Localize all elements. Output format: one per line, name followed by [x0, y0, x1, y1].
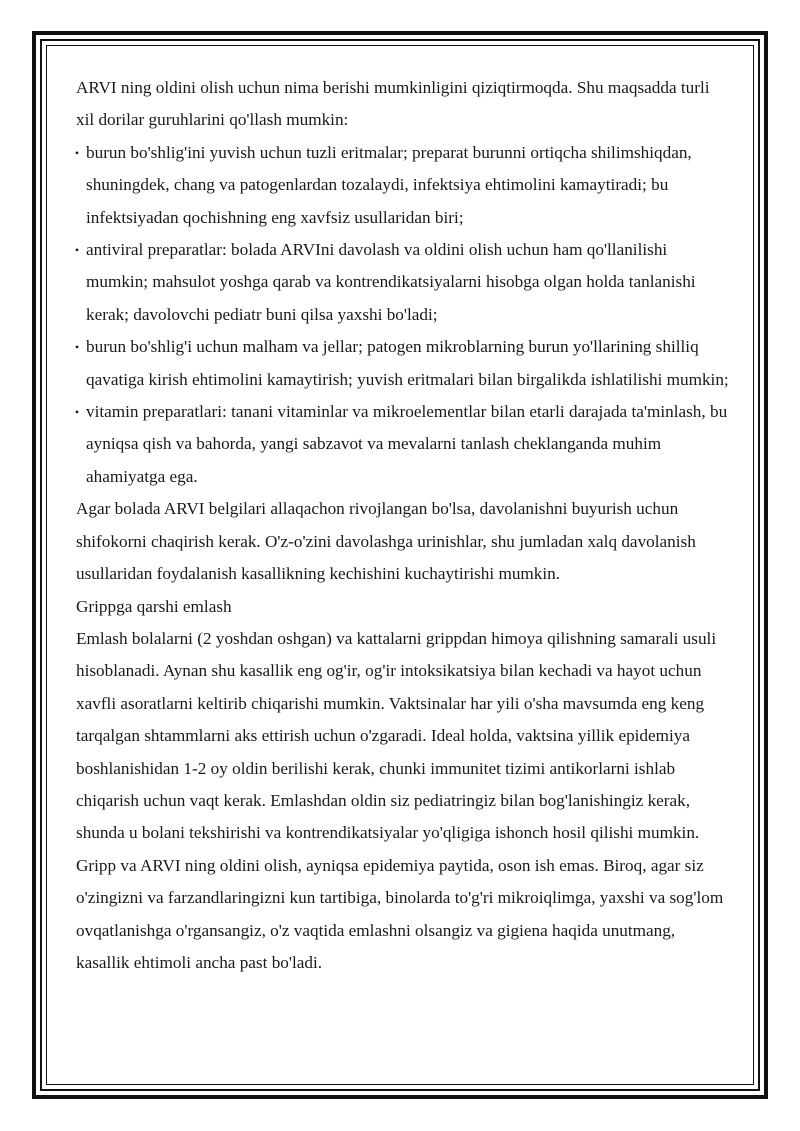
list-item-text: burun bo'shlig'i uchun malham va jellar; patogen mikroblarning burun yo'llarining shilliq qavatiga kirish ehtimolini kamaytirish; yuvish eritmalari bilan birgalikda ishlatilishi mumkin; [86, 337, 729, 389]
conclusion-paragraph: Gripp va ARVI ning oldini olish, ayniqsa epidemiya paytida, oson ish emas. Biroq, agar siz o'zingizni va farzandlaringizni kun tartibiga, binolarda to'g'ri mikroiqlimga, yaxshi va sog'lom ovqatlanishga o'rgansangiz, o'z vaqtida emlashni olsangiz va gigiena haqida unutmang, kasallik ehtimoli ancha past bo'ladi. [76, 855, 724, 972]
intro-paragraph: ARVI ning oldini olish uchun nima berishi mumkinligini qiziqtirmoqda. Shu maqsadda turli xil dorilar guruhlarini qo'llash mumkin: [76, 78, 710, 130]
list-item [74, 234, 730, 331]
vaccination-paragraph: Emlash bolalarni (2 yoshdan oshgan) va kattalarni grippdan himoya qilishning samarali usuli hisoblanadi. Aynan shu kasallik eng og'ir, og'ir intoksikatsiya bilan kechadi va hayot uchun xavfli asoratlarni keltirib chiqarishi mumkin. Vaktsinalar har yili o'sha mavsumda eng keng tarqalgan shtammlarni aks ettirish uchun o'zgaradi. Ideal holda, vaktsina yillik epidemiya boshlanishidan 1-2 oy oldin berilishi kerak, chunki immunitet tizimi antikorlarni ishlab chiqarish uchun vaqt kerak. Emlashdan oldin siz pediatringiz bilan bog'lanishingiz kerak, shunda u bolani tekshirishi va kontrendikatsiyalar yo'qligiga ishonch hosil qilishi mumkin. [76, 628, 717, 843]
bullet-icon: • [74, 145, 80, 160]
list-item-text: antiviral preparatlar: bolada ARVIni davolash va oldini olish uchun ham qo'llanilishi mumkin; mahsulot yoshga qarab va kontrendikatsiyalarni hisobga olgan holda tanlanishi kerak; davolovchi pediatr buni qilsa yaxshi bo'ladi; [86, 240, 696, 324]
bullet-icon: • [74, 340, 80, 355]
list-item-text: vitamin preparatlari: tanani vitaminlar va mikroelementlar bilan etarli darajada ta'minlash, bu ayniqsa qish va bahorda, yangi sabzavot va mevalarni tanlash cheklanganda muhim ahamiyatga ega. [86, 402, 728, 486]
document-body [76, 72, 730, 979]
list-item [74, 137, 730, 234]
section-heading: Grippga qarshi emlash [76, 596, 232, 616]
list-item [74, 331, 730, 396]
list-item-text: burun bo'shlig'ini yuvish uchun tuzli eritmalar; preparat burunni ortiqcha shilimshiqdan, shuningdek, chang va patogenlardan tozalaydi, infektsiya ehtimolini kamaytiradi; bu infektsiyadan qochishning eng xavfsiz usullaridan biri; [86, 142, 692, 227]
list-item [74, 396, 730, 493]
remedy-list [76, 137, 730, 493]
bullet-icon: • [74, 405, 80, 420]
bullet-icon: • [74, 243, 80, 258]
doctor-paragraph: Agar bolada ARVI belgilari allaqachon rivojlangan bo'lsa, davolanishni buyurish uchun shifokorni chaqirish kerak. O'z-o'zini davolashga urinishlar, shu jumladan xalq davolanish usullaridan foydalanish kasallikning kechishini kuchaytirishi mumkin. [76, 499, 696, 584]
